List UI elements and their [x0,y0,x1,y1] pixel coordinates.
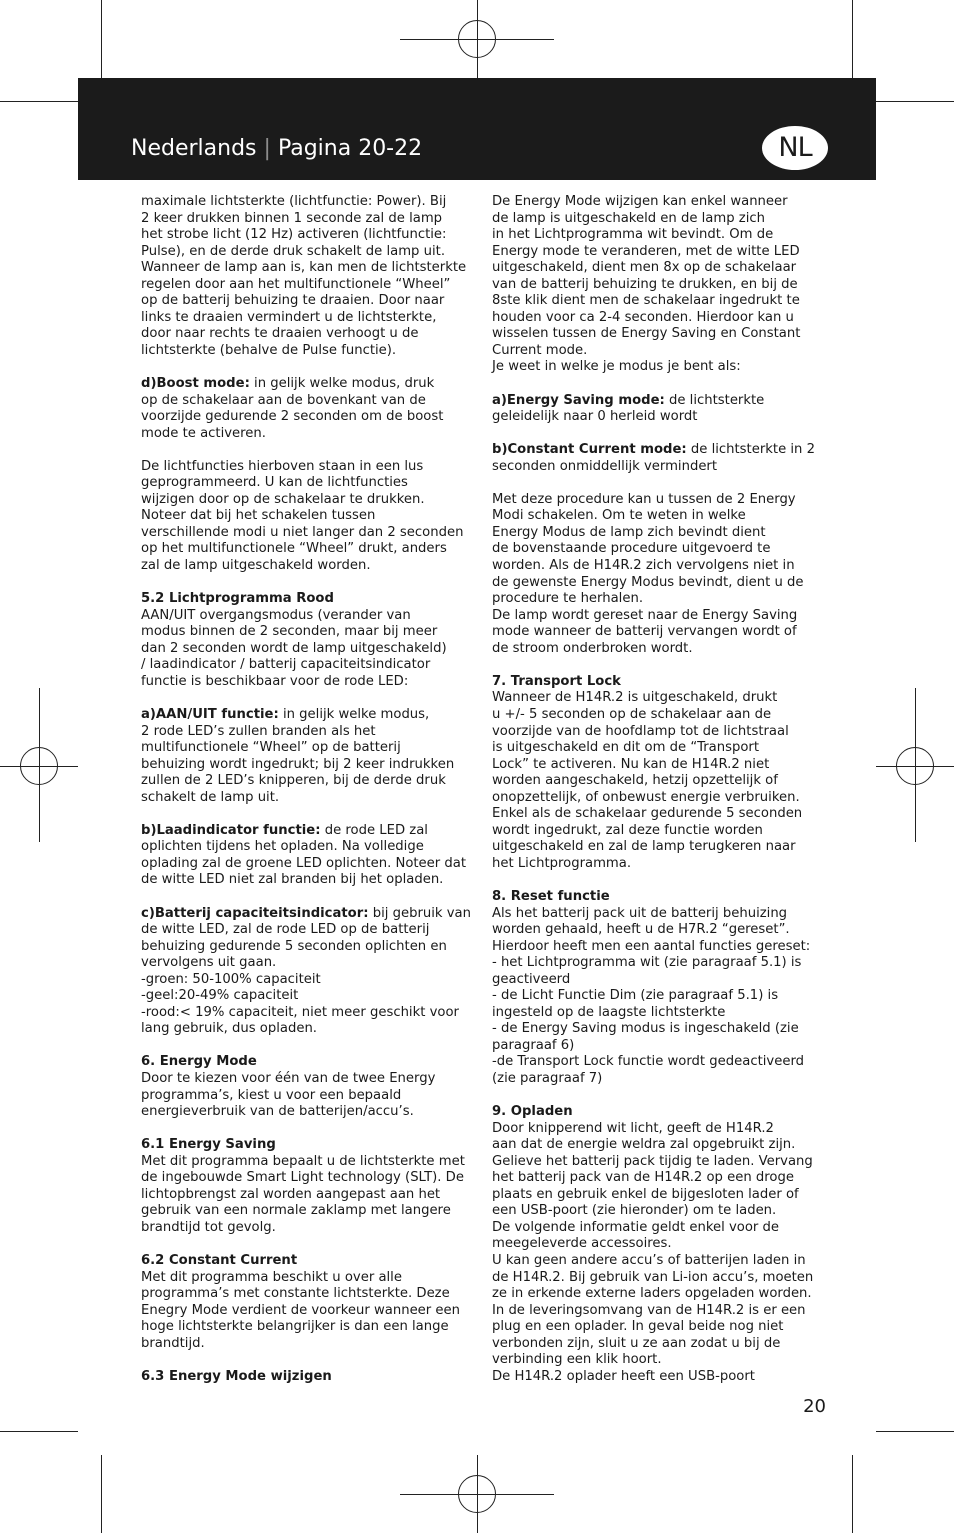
paragraph [492,492,834,657]
paragraph-text: De Energy Mode wijzigen kan enkel wanneer de lamp is uitgeschakeld en de lamp zich in het Lichtprogramma wit bevindt. Om de Energy mode te veranderen, met de witte LED uitgeschakeld, dient men 8x op de schakelaar van de batterij behuizing te drukken, en bij de 8ste klik dient men de schakelaar ingedrukt te houden voor ca 2-4 seconden. Hierdoor kan u wisselen tussen de Energy Saving en Constant Current mode. Je weet in welke je modus je bent als: [492,194,801,375]
header-pages: Pagina 20-22 [277,136,423,161]
left-column [141,194,486,1402]
paragraph [141,1253,486,1352]
paragraph [141,1369,486,1386]
paragraph-heading: 5.2 Lichtprogramma Rood [141,591,334,607]
paragraph [492,393,834,426]
paragraph [141,194,486,359]
paragraph [492,442,834,475]
paragraph-text: Als het batterij pack uit de batterij behuizing worden gehaald, heeft u de H7R.2 “gereset”. Hierdoor heeft men een aantal functies gereset: - het Lichtprogramma wit (zie paragraaf 5.1) is geactiveerd - de Licht Functie Dim (zie paragraaf 5.1) is ingesteld op de laagste lichtsterkte - de Energy Saving modus is ingeschakeld (zie paragraaf 6) -de Transport Lock functie wordt gedeactiveerd (zie paragraaf 7) [492,905,811,1086]
paragraph-heading: d)Boost mode: [141,376,250,392]
header-separator: | [263,136,271,161]
paragraph-text: de rode LED zal oplichten tijdens het opladen. Na volledige oplading zal de groene LED oplichten. Noteer dat de witte LED niet zal branden bij het opladen. [141,822,467,888]
paragraph-text: in gelijk welke modus, 2 rode LED’s zullen branden als het multifunctionele “Wheel” op de batterij behuizing wordt ingedrukt; bij 2 keer indrukken zullen de 2 LED’s knipperen, bij de derde druk schakelt de lamp uit. [141,706,455,805]
paragraph [141,1054,486,1120]
paragraph-text: bij gebruik van de witte LED, zal de rode LED op de batterij behuizing gedurende 5 seconden oplichten en vervolgens uit gaan. -groen: 50-100% capaciteit -geel:20-49% capaciteit -rood:< 19% capaciteit, niet meer geschikt voor lang gebruik, dus opladen. [141,905,471,1037]
paragraph-text: AAN/UIT overgangsmodus (verander van modus binnen de 2 seconden, maar bij meer dan 2 seconden wordt de lamp uitgeschakeld) / laadindicator / batterij capaciteitsindicator functie is beschikbaar voor de rode LED: [141,607,447,689]
paragraph-text: de lichtsterkte geleidelijk naar 0 herleid wordt [492,392,765,425]
paragraph-text: Door knipperend wit licht, geeft de H14R.2 aan dat de energie weldra zal opgebruikt zijn. Gelieve het batterij pack tijdig te laden. Vervang het batterij pack van de H14R.2 op een droge plaats en gebruik enkel de bijgesloten lader of een USB-poort (zie hieronder) om te laden. De volgende informatie geldt enkel voor de meegeleverde accessoires. U kan geen andere accu’s of batterijen laden in de H14R.2. Bij gebruik van Li-ion accu’s, moeten ze in erkende externe laders opgeladen worden. In de leveringsomvang van de H14R.2 is er een plug en een oplader. In geval beide nog niet verbonden zijn, sluit u ze aan zodat u bij de verbinding een klik hoort. De H14R.2 oplader heeft een USB-poort [492,1120,814,1384]
paragraph [492,1104,834,1385]
paragraph-heading: b)Laadindicator functie: [141,822,321,838]
paragraph-heading: 8. Reset functie [492,888,610,904]
paragraph-heading: a)AAN/UIT functie: [141,706,279,722]
paragraph-text: De lichtfuncties hierboven staan in een lus geprogrammeerd. U kan de lichtfuncties wijzigen door op de schakelaar te drukken. Noteer dat bij het schakelen tussen verschillende modi u niet langer dan 2 seconden op het multifunctionele “Wheel” drukt, anders zal de lamp uitgeschakeld worden. [141,458,464,574]
paragraph-text: Met deze procedure kan u tussen de 2 Energy Modi schakelen. Om te weten in welke Energy Modus de lamp zich bevindt dient de bovenstaande procedure uitgevoerd te worden. Als de H14R.2 zich vervolgens niet in de gewenste Energy Modus bevindt, dient u de procedure te herhalen. De lamp wordt gereset naar de Energy Saving mode wanneer de batterij vervangen wordt of de stroom onderbroken wordt. [492,491,804,656]
paragraph-heading: b)Constant Current mode: [492,442,687,458]
page-header [78,78,876,180]
paragraph-text: maximale lichtsterkte (lichtfunctie: Power). Bij 2 keer drukken binnen 1 seconde zal de lamp het strobe licht (12 Hz) activeren (lichtfunctie: Pulse), en de derde druk schakelt de lamp uit. Wanneer de lamp aan is, kan men de lichtsterkte regelen door aan het multifunctionele “Wheel” op de batterij behuizing te draaien. Door naar links te draaien vermindert u de lichtsterkte, door naar rechts te draaien verhoogt u de lichtsterkte (behalve de Pulse functie). [141,194,467,358]
paragraph-text: Met dit programma beschikt u over alle programma’s met constante lichtsterkte. Deze Enegry Mode verdient de voorkeur wanneer een hoge lichtsterkte belangrijker is dan een lange brandtijd. [141,1269,460,1351]
paragraph [492,889,834,1088]
paragraph-heading: a)Energy Saving mode: [492,392,665,408]
paragraph-heading: 6.2 Constant Current [141,1253,298,1268]
header-title [131,136,422,162]
paragraph [492,674,834,873]
paragraph [141,459,486,575]
paragraph-heading: 6. Energy Mode [141,1054,257,1070]
paragraph-text: in gelijk welke modus, druk op de schakelaar aan de bovenkant van de voorzijde gedurende 2 seconden om de boost mode te activeren. [141,376,444,441]
paragraph [141,823,486,889]
paragraph [141,376,486,442]
paragraph [141,906,486,1038]
paragraph-text: Wanneer de H14R.2 is uitgeschakeld, drukt u +/- 5 seconden op de schakelaar aan de voorzijde van de hoofdlamp tot de lichtstraal is uitgeschakeld en dit om de “Transport Lock” te activeren. Nu kan de H14R.2 niet worden aangeschakeld, hetzij opzettelijk of onopzettelijk, of onbewust energie verbruiken. Enkel als de schakelaar gedurende 5 seconden wordt ingedrukt, zal deze functie worden uitgeschakeld en zal de lamp terugkeren naar het Lichtprogramma. [492,690,803,871]
paragraph [141,591,486,690]
paragraph-text: de lichtsterkte in 2 seconden onmiddellijk vermindert [492,442,815,474]
right-column [492,194,834,1402]
paragraph-heading: 7. Transport Lock [492,673,621,689]
paragraph-heading: 6.3 Energy Mode wijzigen [141,1368,332,1384]
page-number: 20 [803,1396,826,1417]
paragraph [492,194,834,376]
language-badge: NL [762,126,828,170]
paragraph-text: Door te kiezen voor één van de twee Energy programma’s, kiest u voor een bepaald energieverbruik van de batterijen/accu’s. [141,1070,436,1120]
paragraph [141,707,486,806]
header-language: Nederlands [131,136,257,161]
paragraph-heading: 9. Opladen [492,1104,573,1120]
paragraph [141,1137,486,1236]
paragraph-heading: c)Batterij capaciteitsindicator: [141,905,369,921]
paragraph-text: Met dit programma bepaalt u de lichtsterkte met de ingebouwde Smart Light technology (SLT). De lichtopbrengst zal worden aangepast aan het gebruik van een normale zaklamp met langere brandtijd tot gevolg. [141,1153,465,1235]
paragraph-heading: 6.1 Energy Saving [141,1137,276,1153]
